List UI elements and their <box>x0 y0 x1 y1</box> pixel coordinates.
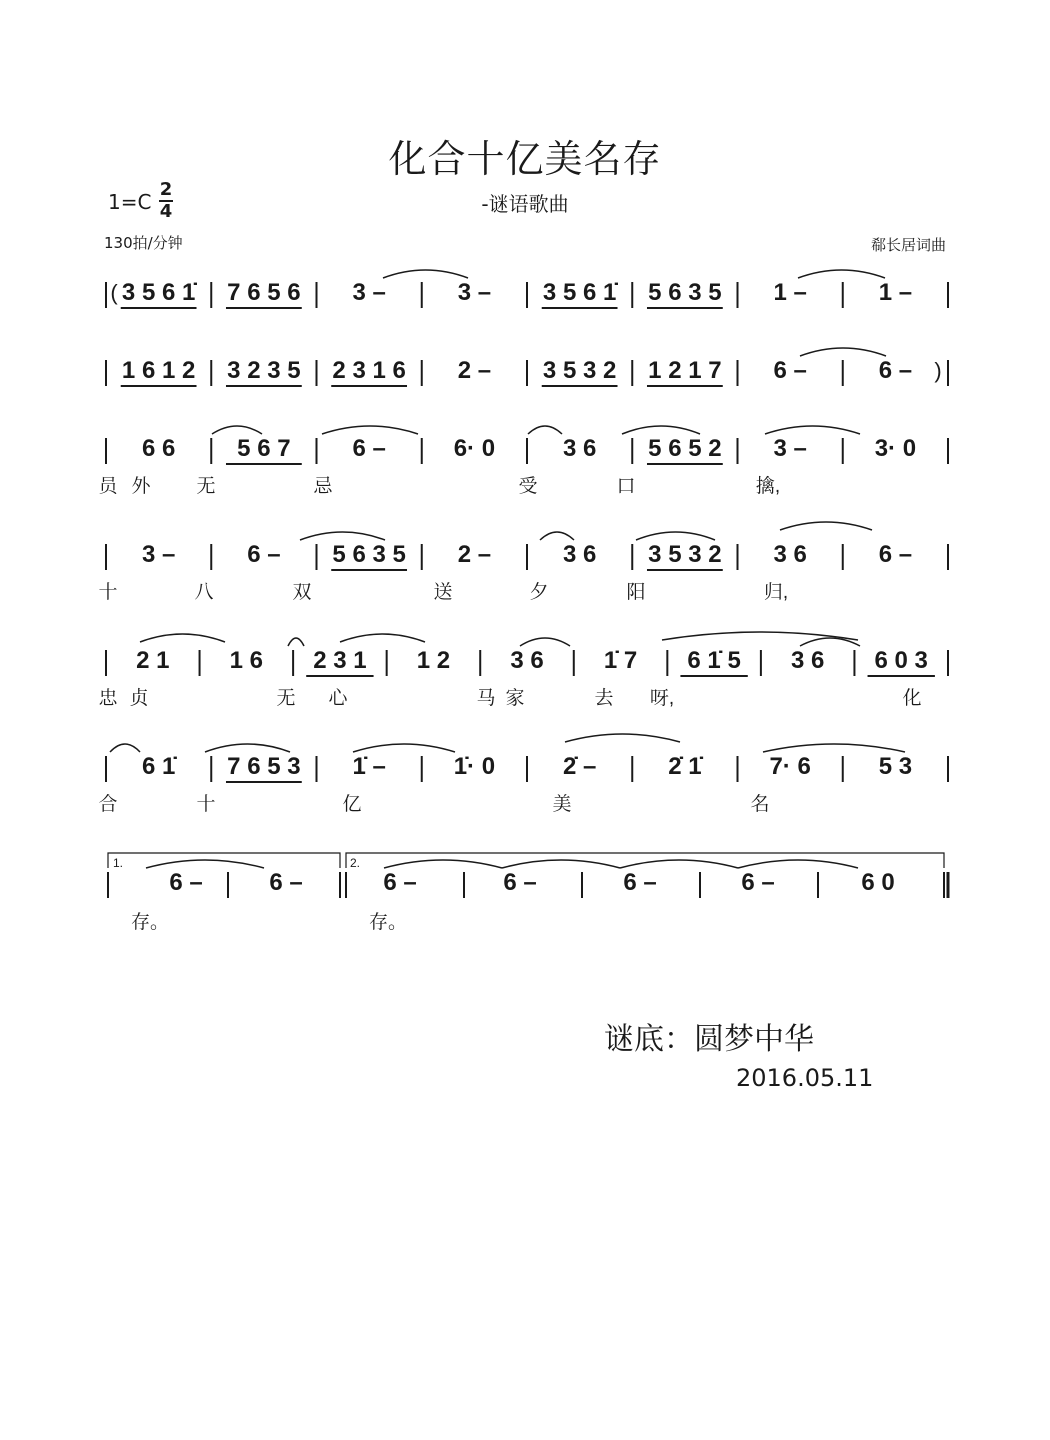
measure-notes: 3 – <box>457 279 492 306</box>
slur <box>146 860 264 868</box>
lyric-syllable: 归, <box>763 582 789 603</box>
song-title: 化合十亿美名存 <box>388 137 662 181</box>
slur <box>340 634 425 642</box>
measure-notes: 6 – <box>503 869 537 896</box>
measure-notes: 3 6 <box>790 647 825 674</box>
measure-notes: 6 0 <box>861 869 895 896</box>
measure-notes: 1̇ – <box>352 753 386 780</box>
slur <box>384 860 502 868</box>
slur <box>205 744 290 752</box>
measure-notes: 1 – <box>773 279 807 306</box>
key-signature: 1=C <box>108 190 152 214</box>
measure-notes: 6 – <box>247 541 281 568</box>
measure-notes: 3· 0 <box>874 435 917 462</box>
lyric-syllable: 外 <box>131 476 151 497</box>
composer-credit: 郗长居词曲 <box>870 236 946 254</box>
measure-notes: 7· 6 <box>769 753 811 780</box>
tie-slur <box>800 348 886 356</box>
lyric-syllable: 美 <box>552 794 572 815</box>
lyric-syllable: 去 <box>594 688 614 709</box>
slur <box>520 638 570 646</box>
lyric-syllable: 八 <box>194 582 214 603</box>
lyric-syllable: 名 <box>750 794 770 815</box>
measure-notes: 2̇ – <box>562 753 597 780</box>
slur <box>738 860 858 868</box>
time-signature-bottom: 4 <box>159 201 173 222</box>
measure-notes: 7 6 5 3 <box>227 753 301 780</box>
lyric-syllable: 口 <box>616 476 636 497</box>
measure-notes: 6 – <box>878 357 913 384</box>
measure-notes: 6 – <box>623 869 657 896</box>
measure-notes: 6 – <box>878 541 913 568</box>
lyric-syllable: 存。 <box>368 912 408 933</box>
subtitle-text: -谜语歌曲 <box>481 192 569 216</box>
measure-notes: 1 2 1 7 <box>648 357 722 384</box>
measure-notes: 2 3 1 <box>313 647 367 674</box>
measure-notes: 1̇· 0 <box>453 753 496 780</box>
lyric-syllable: 合 <box>98 794 118 815</box>
lyric-syllable: 十 <box>98 582 118 603</box>
lyric-syllable: 心 <box>328 688 348 709</box>
lyric-syllable: 化 <box>902 688 922 709</box>
lyric-syllable: 忌 <box>313 476 333 497</box>
lyric-syllable: 亿 <box>342 794 362 815</box>
measure-notes: 6 – <box>741 869 775 896</box>
measure-notes: 3 6 <box>773 541 807 568</box>
measure-notes: 1̇ 7 <box>603 647 638 674</box>
repeat-open-paren: ( <box>110 280 118 305</box>
lyric-syllable: 阳 <box>626 582 646 603</box>
measure-notes: 5 6 3 5 <box>648 279 722 306</box>
measure-notes: 5 6 5 2 <box>648 435 722 462</box>
measure-notes: 3 6 <box>510 647 544 674</box>
measure-notes: 3 – <box>773 435 807 462</box>
lyric-syllable: 忠 <box>98 688 118 709</box>
lyric-syllable: 十 <box>196 794 216 815</box>
tie-slur <box>383 270 468 278</box>
measure-notes: 7 6 5 6 <box>227 279 301 306</box>
measure-notes: 3 5 3 2 <box>648 541 722 568</box>
measure-notes: 2 – <box>457 357 492 384</box>
slur <box>212 426 262 434</box>
measure-notes: 5 3 <box>878 753 913 780</box>
lyric-syllable: 送 <box>433 582 453 603</box>
measure-notes: 3 6 <box>562 435 597 462</box>
measure-notes: 6 1̇ <box>141 753 176 780</box>
slur <box>780 522 872 530</box>
measure-notes: 6 – <box>352 435 386 462</box>
lyric-syllable: 双 <box>292 582 312 603</box>
slur <box>636 532 715 540</box>
slur <box>322 426 418 434</box>
measure-notes: 6 – <box>169 869 203 896</box>
repeat-close-paren: ) <box>934 358 942 383</box>
slur <box>110 744 140 752</box>
measure-notes: 2 1 <box>136 647 170 674</box>
slur <box>528 426 562 434</box>
measure-notes: 3 – <box>141 541 176 568</box>
volta-label-2: 2. <box>349 856 361 870</box>
slur <box>565 734 680 742</box>
measure-notes: 3 5 3 2 <box>542 357 617 384</box>
measure-notes: 1 – <box>878 279 913 306</box>
slur <box>765 426 860 434</box>
lyric-syllable: 无 <box>276 688 296 709</box>
tie-slur <box>798 270 885 278</box>
measure-notes: 1 6 1 2 <box>121 357 196 384</box>
volta-label-1: 1. <box>112 856 124 870</box>
slur <box>763 744 905 752</box>
measure-notes: 6 1̇ 5 <box>687 647 741 674</box>
lyric-syllable: 擒, <box>755 476 781 497</box>
measure-notes: 1 2 <box>416 647 451 674</box>
lyric-syllable: 员 <box>98 476 118 497</box>
measure-notes: 3 – <box>352 279 386 306</box>
measure-notes: 1 6 <box>229 647 264 674</box>
measure-notes: 6 – <box>269 869 303 896</box>
measure-notes: 2 3 1 6 <box>332 357 406 384</box>
measure-notes: 6 – <box>773 357 807 384</box>
lyric-syllable: 存。 <box>130 912 170 933</box>
measure-notes: 5 6 7 <box>237 435 291 462</box>
lyric-syllable: 贞 <box>129 688 149 709</box>
slur <box>288 638 304 646</box>
lyric-syllable: 呀, <box>649 688 675 709</box>
measure-notes: 6 0 3 <box>874 647 928 674</box>
measure-notes: 6· 0 <box>453 435 496 462</box>
measure-notes: 3 5 6 1̇ <box>121 279 196 306</box>
slur <box>502 860 620 868</box>
slur <box>622 426 700 434</box>
slur <box>353 744 455 752</box>
time-signature-top: 2 <box>159 179 173 200</box>
measure-notes: 3 5 6 1̇ <box>542 279 617 306</box>
slur <box>300 532 385 540</box>
slur <box>140 634 225 642</box>
measure-notes: 3 2 3 5 <box>227 357 301 384</box>
slur <box>662 632 858 640</box>
slur <box>540 532 574 540</box>
tempo-marking: 130拍/分钟 <box>104 234 183 252</box>
lyric-syllable: 夕 <box>529 582 549 603</box>
measure-notes: 3 6 <box>562 541 597 568</box>
measure-notes: 2 – <box>457 541 492 568</box>
date-text: 2016.05.11 <box>736 1064 874 1092</box>
measure-notes: 6 – <box>383 869 417 896</box>
lyric-syllable: 受 <box>518 476 538 497</box>
measure-notes: 5 6 3 5 <box>332 541 406 568</box>
lyric-syllable: 家 <box>505 688 525 709</box>
lyric-syllable: 马 <box>476 688 496 709</box>
slur <box>620 860 738 868</box>
measure-notes: 2̇ 1̇ <box>668 753 702 780</box>
riddle-answer: 谜底：圆梦中华 <box>604 1022 814 1057</box>
lyric-syllable: 无 <box>196 476 216 497</box>
measure-notes: 6 6 <box>141 435 176 462</box>
